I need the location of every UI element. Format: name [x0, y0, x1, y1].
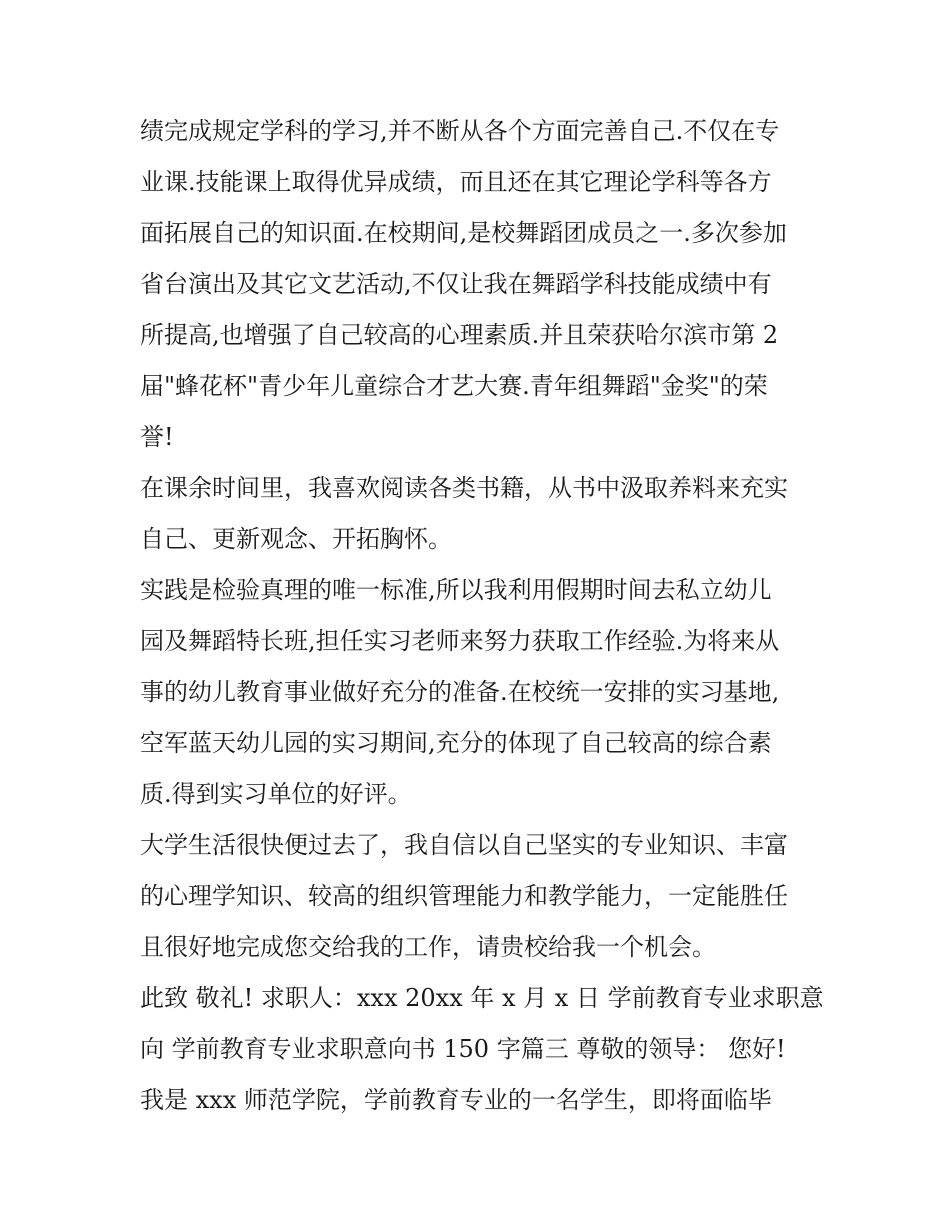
text-line: 我是 xxx 师范学院，学前教育专业的一名学生，即将面临毕 — [140, 1086, 772, 1114]
body-text — [140, 106, 824, 1126]
text-line: 誉! — [140, 423, 174, 451]
text-line: 所提高,也增强了自己较高的心理素质.并且荣获哈尔滨市第 2 — [140, 321, 779, 349]
text-line: 届"蜂花杯"青少年儿童综合才艺大赛.青年组舞蹈"金奖"的荣 — [140, 372, 768, 400]
text-line: 面拓展自己的知识面.在校期间,是校舞蹈团成员之一.多次参加 — [140, 219, 787, 247]
text-line: 质.得到实习单位的好评。 — [140, 780, 412, 808]
text-line: 的心理学知识、较高的组织管理能力和教学能力，一定能胜任 — [140, 882, 788, 910]
text-line: 在课余时间里，我喜欢阅读各类书籍，从书中汲取养料来充实 — [140, 474, 788, 502]
text-line: 且很好地完成您交给我的工作，请贵校给我一个机会。 — [140, 933, 716, 961]
text-line: 绩完成规定学科的学习,并不断从各个方面完善自己.不仅在专 — [140, 117, 780, 145]
text-line: 实践是检验真理的唯一标准,所以我利用假期时间去私立幼儿 — [140, 576, 772, 604]
text-line: 空军蓝天幼儿园的实习期间,充分的体现了自己较高的综合素 — [140, 729, 772, 757]
text-line: 园及舞蹈特长班,担任实习老师来努力获取工作经验.为将来从 — [140, 627, 780, 655]
text-line: 自己、更新观念、开拓胸怀。 — [140, 525, 452, 553]
text-line: 此致 敬礼! 求职人：xxx 20xx 年 x 月 x 日 学前教育专业求职意 — [140, 984, 824, 1012]
text-line: 省台演出及其它文艺活动,不仅让我在舞蹈学科技能成绩中有 — [140, 270, 772, 298]
text-line: 事的幼儿教育事业做好充分的准备.在校统一安排的实习基地, — [140, 678, 780, 706]
text-line: 业课.技能课上取得优异成绩，而且还在其它理论学科等各方 — [140, 168, 772, 196]
text-line: 向 学前教育专业求职意向书 150 字篇三 尊敬的领导： 您好! — [140, 1035, 786, 1063]
text-line: 大学生活很快便过去了，我自信以自己坚实的专业知识、丰富 — [140, 831, 788, 859]
